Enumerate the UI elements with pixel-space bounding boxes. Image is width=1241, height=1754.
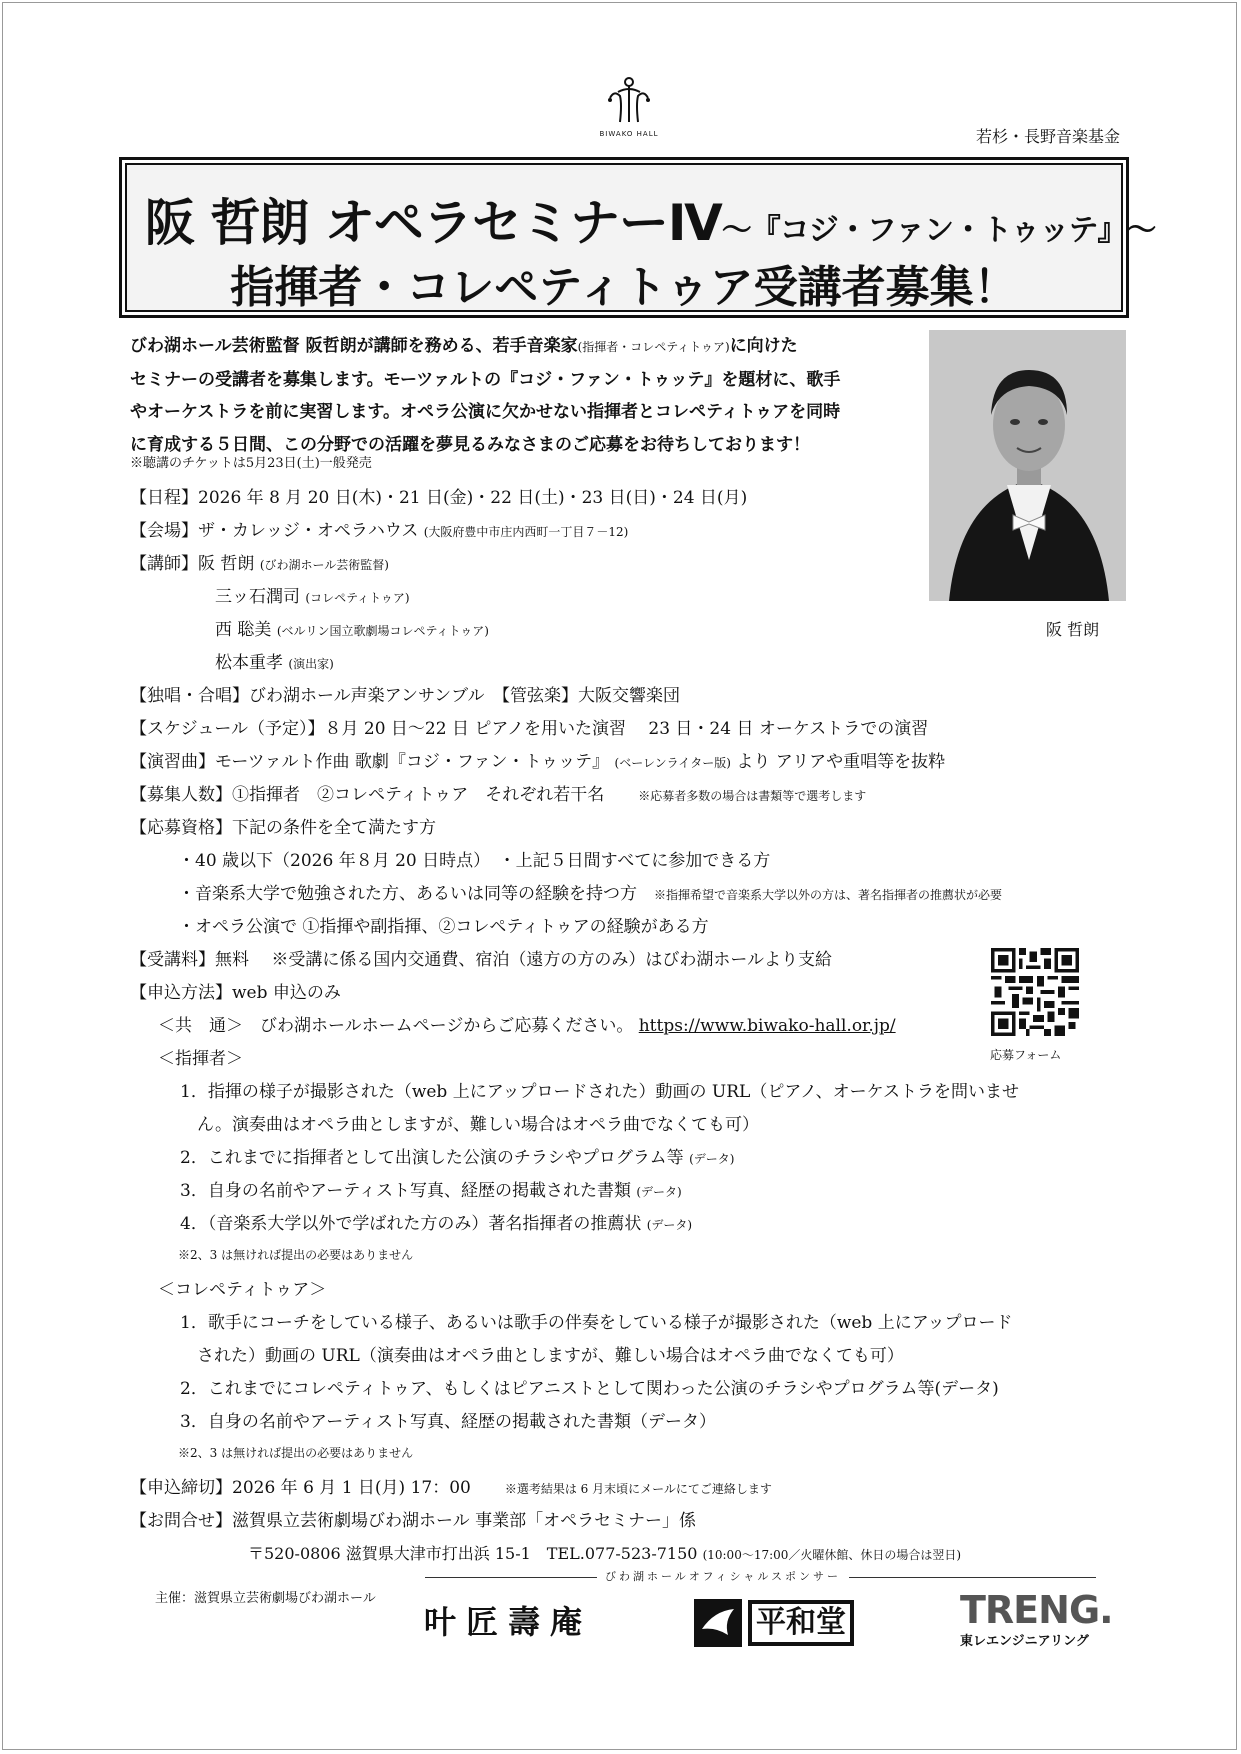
biwako-hall-logo [596,76,662,146]
heiwado-text: 平和堂 [748,1600,854,1646]
hours-note: (10:00～17:00／火曜休館、休日の場合は翌日) [702,1548,962,1562]
title-line-2: 指揮者・コレペティトゥア受講者募集！ [230,262,1018,313]
sponsor-treng-logo [960,1590,1113,1649]
intro-text: に育成する５日間、この分野での活躍を夢見るみなさまのご応募をお待ちしております！ [130,434,810,455]
photo-caption: 阪 哲朗 [1046,620,1100,639]
address-line [248,1541,961,1564]
lecturer-role: (びわ湖ホール芸術監督) [259,558,389,572]
sponsor-title: びわ湖ホールオフィシャルスポンサー [597,1568,849,1584]
fee-line: 【受講料】無料 ※受講に係る国内交通費、宿泊（遠方の方のみ）はびわ湖ホールより支給 [130,950,833,970]
conductor-item-3 [180,1176,682,1201]
qr-caption: 応募フォーム [990,1048,1062,1062]
contact-line: 【お問合せ】滋賀県立芸術劇場びわ湖ホール 事業部「オペラセミナー」係 [130,1511,697,1531]
lecturer-name: 西 聡美 [215,620,272,640]
sponsor-kanoshojuan-logo: 叶匠壽庵 [424,1603,593,1641]
conductor-photo [929,330,1126,601]
website-link[interactable]: https://www.biwako-hall.or.jp/ [638,1016,896,1036]
conductor-item-4 [180,1209,692,1234]
intro-text: セミナーの受講者を募集します。モーツァルトの『コジ・ファン・トゥッテ』を題材に、歌手 [130,369,841,390]
conductor-item-1-cont: ん。演奏曲はオペラ曲としますが、難しい場合はオペラ曲でなくても可） [180,1115,760,1135]
lecturer-role: (ベルリン国立歌劇場コレペティトゥア) [276,624,489,638]
title-main: 阪 哲朗 オペラセミナーⅣ [145,194,722,252]
conductor-item-text: 4．（音楽系大学以外で学ばれた方のみ）著名指揮者の推薦状 [180,1214,642,1234]
organizer: 主催：滋賀県立芸術劇場びわ湖ホール [155,1591,376,1606]
intro-small: (指揮者・コレペティトゥア) [577,340,730,354]
coach-item-1: 1．歌手にコーチをしている様子、あるいは歌手の伴奏をしている様子が撮影された（web 上にアップロード [180,1313,1013,1333]
apply-method-line: 【申込方法】web 申込のみ [130,983,341,1003]
lecturer-name: 三ッ石潤司 [215,587,300,607]
conductor-label: ＜指揮者＞ [158,1049,243,1069]
common-line [158,1011,896,1036]
qualification-note: ※指揮希望で音楽系大学以外の方は、著名指揮者の推薦状が必要 [654,888,1003,902]
lecturer-line-4 [215,648,334,673]
application-qr-code[interactable] [991,948,1079,1036]
deadline-text: 【申込締切】2026 年 6 月 1 日(月) 17：00 [130,1478,471,1498]
recruit-line [130,780,866,805]
treng-text: TRENG. [960,1588,1113,1632]
data-note: (データ) [689,1152,735,1166]
conductor-item-text: 3．自身の名前やアーティスト写真、経歴の掲載された書類 [180,1181,631,1201]
conductor-item-1: 1．指揮の様子が撮影された（web 上にアップロードされた）動画の URL（ピアノ、オーケストラを問いませ [180,1082,1019,1102]
treng-subtext: 東レエンジニアリング [960,1634,1089,1649]
intro-text: やオーケストラを前に実習します。オペラ公演に欠かせない指揮者とコレペティトゥアを同時 [130,402,841,422]
lecturer-name: 阪 哲朗 [198,554,255,574]
piece-line [130,747,945,772]
coach-item-1-cont: された）動画の URL（演奏曲はオペラ曲としますが、難しい場合はオペラ曲でなくても可） [180,1346,904,1366]
foundation-name: 若杉・長野音楽基金 [975,127,1120,146]
piece-text: 【演習曲】モーツァルト作曲 歌劇『コジ・ファン・トゥッテ』 [130,752,610,772]
piece-edition: (ベーレンライター版) [614,756,731,770]
venue-line [130,516,628,541]
conductor-optional-note: ※2、3 は無ければ提出の必要はありません [178,1248,414,1262]
coach-item-2: 2．これまでにコレペティトゥア、もしくはピアニストとして関わった公演のチラシやプログラム等(データ) [180,1379,999,1399]
recruit-text: 【募集人数】①指揮者 ②コレペティトゥア それぞれ若干名 [130,785,605,805]
program-schedule-line: 【スケジュール（予定）】８月 20 日～22 日 ピアノを用いた演習 23 日・24 日 オーケストラでの演習 [130,719,929,739]
qualification-1: ・40 歳以下（2026 年８月 20 日時点） ・上記５日間すべてに参加できる方 [178,851,771,871]
lecturer-role: (コレペティトゥア) [305,591,410,605]
lecturer-line-1 [130,549,389,574]
intro-paragraph [130,330,920,461]
piece-text: より アリアや重唱等を抜粋 [736,752,946,772]
sponsor-heiwado-logo [694,1597,854,1649]
qr-code-icon [991,948,1079,1036]
coach-item-3: 3．自身の名前やアーティスト写真、経歴の掲載された書類（データ） [180,1412,716,1432]
intro-text: びわ湖ホール芸術監督 阪哲朗が講師を務める、若手音楽家 [130,336,578,356]
conductor-item-2 [180,1143,734,1168]
venue-address: (大阪府豊中市庄内西町一丁目７－12) [423,525,629,539]
data-note: (データ) [646,1218,693,1232]
coach-label: ＜コレペティトゥア＞ [158,1280,327,1300]
portrait-image [929,330,1126,601]
lecturer-line-2 [215,582,410,607]
qualification-2 [178,879,1002,904]
address-text: 〒520-0806 滋賀県大津市打出浜 15-1 TEL.077-523-7150 [248,1544,698,1563]
title-subtitle: ～『コジ・ファン・トゥッテ』～ [721,213,1156,248]
biwako-hall-emblem-icon [604,76,654,126]
data-note: (データ) [636,1185,682,1199]
title-box [119,157,1156,318]
deadline-line [130,1473,772,1498]
lecturer-name: 松本重孝 [215,653,283,673]
venue-label: 【会場】ザ・カレッジ・オペラハウス [130,521,419,541]
deadline-note: ※選考結果は 6 月末頃にメールにてご連絡します [504,1482,772,1496]
conductor-item-text: 2．これまでに指揮者として出演した公演のチラシやプログラム等 [180,1148,684,1168]
logo-text: BIWAKO HALL [599,130,659,138]
lecturer-label: 【講師】 [130,554,198,574]
qualification-text: ・音楽系大学で勉強された方、あるいは同等の経験を持つ方 [178,884,637,904]
intro-text: に向けた [729,336,798,356]
qualification-3: ・オペラ公演で ①指揮や副指揮、②コレペティトゥアの経験がある方 [178,917,709,937]
lecturer-line-3 [215,615,489,640]
qualification-label: 【応募資格】下記の条件を全て満たす方 [130,818,436,838]
heiwado-bird-icon [694,1599,742,1647]
recruit-note: ※応募者多数の場合は書類等で選考します [638,789,867,803]
title-line-1 [145,183,1155,255]
chorus-line: 【独唱・合唱】びわ湖ホール声楽アンサンブル 【管弦楽】大阪交響楽団 [130,686,680,706]
lecturer-role: (演出家) [288,657,334,671]
ticket-note: ※聴講のチケットは5月23日(土)一般発売 [130,456,372,471]
common-text: ＜共 通＞ びわ湖ホールホームページからご応募ください。 [158,1016,634,1036]
schedule-line: 【日程】2026 年 8 月 20 日(木)・21 日(金)・22 日(土)・23 日(日)・24 日(月) [130,488,748,508]
coach-optional-note: ※2、3 は無ければ提出の必要はありません [178,1446,414,1460]
